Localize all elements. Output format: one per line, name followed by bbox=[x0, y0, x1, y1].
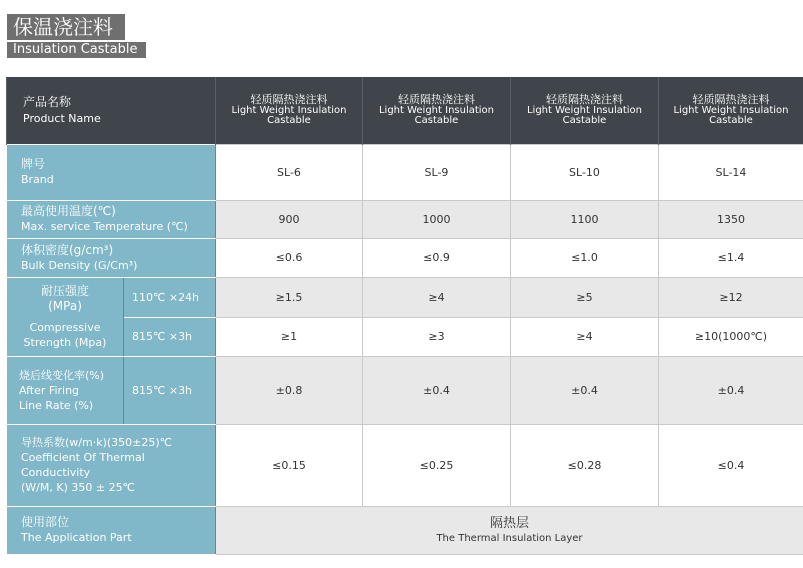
max-temp-row bbox=[7, 200, 803, 238]
linear-change-label-cn: 烧后线变化率(%) bbox=[19, 368, 105, 382]
linear-change-label-en: After Firing bbox=[19, 383, 80, 397]
application-value-en: The Thermal Insulation Layer bbox=[436, 532, 583, 544]
strength-label-en: Compressive bbox=[29, 320, 101, 334]
application-value-cn: 隔热层 bbox=[489, 515, 529, 531]
density-value: ≤0.6 bbox=[216, 238, 363, 277]
brand-label-en: Brand bbox=[21, 173, 54, 186]
strength-label-cn: 耐压强度 bbox=[40, 283, 89, 298]
header-col-en: Light Weight Insulation Castable bbox=[378, 105, 495, 127]
brand-label bbox=[7, 144, 216, 200]
strength-value-b: ≥10(1000℃) bbox=[659, 317, 803, 356]
density-label bbox=[7, 238, 216, 277]
linear-change-label-en-2: Line Rate (%) bbox=[19, 398, 94, 412]
brand-value: SL-10 bbox=[511, 144, 659, 200]
max-temp-value: 1350 bbox=[659, 200, 803, 238]
header-label-cn: 产品名称 bbox=[23, 94, 72, 109]
strength-condition-b: 815℃ ×3h bbox=[124, 317, 216, 356]
strength-value-b: ≥3 bbox=[363, 317, 511, 356]
strength-label bbox=[7, 277, 124, 356]
strength-row-a bbox=[7, 277, 803, 317]
brand-value: SL-14 bbox=[659, 144, 803, 200]
max-temp-value: 900 bbox=[216, 200, 363, 238]
header-col-en: Light Weight Insulation Castable bbox=[673, 105, 789, 127]
conductivity-value: ≤0.28 bbox=[511, 424, 659, 506]
density-label-en: Bulk Density (G/Cm³) bbox=[21, 258, 138, 272]
strength-row-b bbox=[7, 317, 803, 356]
conductivity-value: ≤0.4 bbox=[659, 424, 803, 506]
header-label-en: Product Name bbox=[23, 111, 101, 125]
max-temp-label-cn: 最高使用温度(℃) bbox=[21, 204, 116, 218]
strength-label-en-2: Strength (Mpa) bbox=[23, 335, 107, 349]
header-row bbox=[7, 77, 803, 144]
brand-value: SL-9 bbox=[363, 144, 511, 200]
conductivity-value: ≤0.15 bbox=[216, 424, 363, 506]
linear-change-label bbox=[7, 356, 124, 424]
linear-change-value: ±0.4 bbox=[363, 356, 511, 424]
conductivity-label-en-3: (W/M, K) 350 ± 25℃ bbox=[21, 481, 135, 494]
application-value bbox=[216, 506, 803, 554]
strength-value-b: ≥4 bbox=[511, 317, 659, 356]
max-temp-value: 1000 bbox=[363, 200, 511, 238]
header-col-en: Light Weight Insulation Castable bbox=[526, 105, 643, 127]
header-col-4 bbox=[659, 77, 803, 144]
linear-change-condition: 815℃ ×3h bbox=[124, 356, 216, 424]
strength-label-cn-unit: (MPa) bbox=[48, 298, 82, 313]
density-value: ≤1.0 bbox=[511, 238, 659, 277]
strength-value-b: ≥1 bbox=[216, 317, 363, 356]
header-col-cn: 轻质隔热浇注料 bbox=[250, 93, 328, 107]
application-label bbox=[7, 506, 216, 554]
linear-change-value: ±0.8 bbox=[216, 356, 363, 424]
density-value: ≤0.9 bbox=[363, 238, 511, 277]
header-col-2 bbox=[363, 77, 511, 144]
strength-value-a: ≥1.5 bbox=[216, 277, 363, 317]
header-col-cn: 轻质隔热浇注料 bbox=[398, 93, 475, 107]
strength-value-a: ≥5 bbox=[511, 277, 659, 317]
max-temp-label-en: Max. service Temperature (℃) bbox=[21, 220, 188, 233]
max-temp-label bbox=[7, 200, 216, 238]
conductivity-row bbox=[7, 424, 803, 506]
strength-condition-a: 110℃ ×24h bbox=[124, 277, 216, 317]
linear-change-value: ±0.4 bbox=[511, 356, 659, 424]
page-subtitle: Insulation Castable bbox=[7, 42, 146, 58]
density-row bbox=[7, 238, 803, 277]
conductivity-label-en: Coefficient Of Thermal bbox=[21, 451, 145, 464]
linear-change-row bbox=[7, 356, 803, 424]
header-product-name bbox=[7, 77, 216, 144]
header-col-cn: 轻质隔热浇注料 bbox=[692, 93, 770, 107]
strength-value-a: ≥12 bbox=[659, 277, 803, 317]
brand-value: SL-6 bbox=[216, 144, 363, 200]
application-label-cn: 使用部位 bbox=[21, 515, 70, 529]
density-label-cn: 体积密度(g/cm³) bbox=[21, 242, 114, 257]
conductivity-label-en-2: Conductivity bbox=[21, 466, 91, 479]
density-value: ≤1.4 bbox=[659, 238, 803, 277]
brand-label-cn: 牌号 bbox=[21, 157, 46, 171]
page-title: 保温浇注料 bbox=[7, 14, 125, 40]
application-label-en: The Application Part bbox=[21, 531, 132, 544]
strength-value-a: ≥4 bbox=[363, 277, 511, 317]
conductivity-label-cn: 导热系数(w/m·k)(350±25)℃ bbox=[21, 436, 173, 449]
max-temp-value: 1100 bbox=[511, 200, 659, 238]
header-col-cn: 轻质隔热浇注料 bbox=[546, 93, 623, 107]
brand-row bbox=[7, 144, 803, 200]
application-row bbox=[7, 506, 803, 554]
header-col-1 bbox=[216, 77, 363, 144]
header-col-3 bbox=[511, 77, 659, 144]
linear-change-value: ±0.4 bbox=[659, 356, 803, 424]
conductivity-value: ≤0.25 bbox=[363, 424, 511, 506]
header-col-en: Light Weight Insulation Castable bbox=[231, 105, 347, 127]
conductivity-label bbox=[7, 424, 216, 506]
spec-table bbox=[6, 77, 803, 555]
